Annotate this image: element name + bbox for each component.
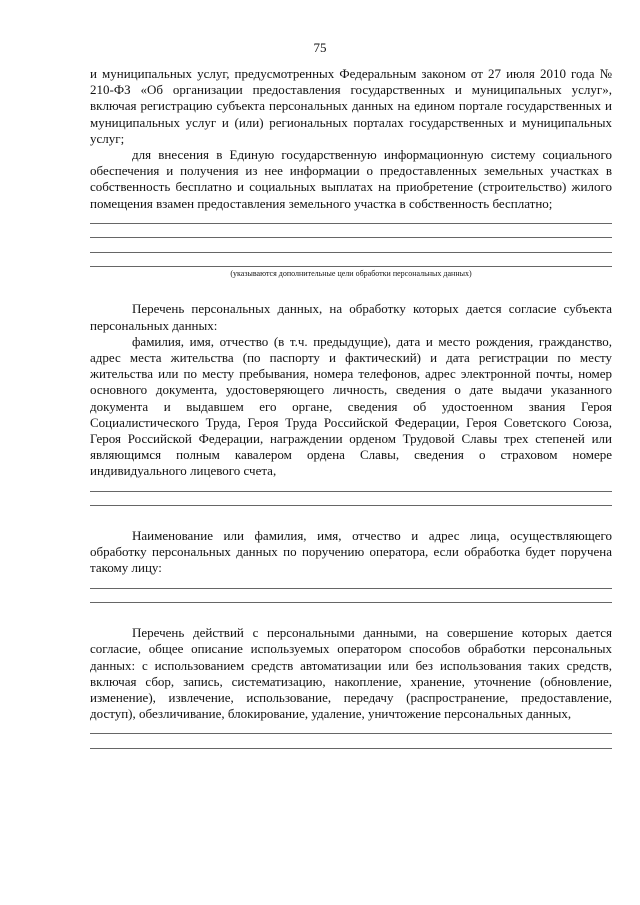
- fill-line[interactable]: [90, 238, 612, 253]
- personal-data-heading: Перечень персональных данных, на обработку которых дается согласие субъекта персональных данных:: [90, 301, 612, 333]
- fill-line[interactable]: [90, 480, 612, 492]
- fill-line[interactable]: [90, 734, 612, 749]
- fill-line[interactable]: [90, 224, 612, 239]
- actions-paragraph: Перечень действий с персональными данными, на совершение которых дается согласие, общее описание используемых оператором способов обработки персональных данных: с использованием средств автоматизации или без использования таких средств, включая сбор, запись, систематизацию, накопление, хранение, уточнение (обновление, изменение), извлечение, использование, передачу (распространение, предоставление, доступ), обезличивание, блокирование, удаление, уничтожение персональных данных,: [90, 625, 612, 722]
- page-number: 75: [313, 40, 327, 55]
- fill-line[interactable]: [90, 212, 612, 224]
- processor-paragraph: Наименование или фамилия, имя, отчество и адрес лица, осуществляющего обработку персональных данных по поручению оператора, если обработка будет поручена такому лицу:: [90, 528, 612, 576]
- fill-line[interactable]: [90, 577, 612, 589]
- purpose-paragraph-esgsso: для внесения в Единую государственную информационную систему социального обеспечения и получения из нее информации о предоставленных земельных участках в собственность бесплатно и социальных выплатах на приобретение (строительство) жилого помещения взамен предоставления земельного участка в собственность бесплатно;: [90, 147, 612, 211]
- personal-data-list: фамилия, имя, отчество (в т.ч. предыдущие), дата и место рождения, гражданство, адрес места жительства (по паспорту и фактический) и дата регистрации по месту жительства или по месту пребывания, номера телефонов, адрес электронной почты, номер основного документа, удостоверяющего личность, сведения о дате выдачи указанного документа и выдавшем его органе, сведения об удостоенном звания Героя Социалистического Труда, Героя Труда Российской Федерации, Героя Советского Союза, Героя Российской Федерации, награждении орденом Трудовой Славы трех степеней или являющимся полным кавалером ордена Славы, сведения о страховом номере индивидуального лицевого счета,: [90, 333, 612, 479]
- document-body: [90, 66, 612, 749]
- fill-line-caption: (указываются дополнительные цели обработки персональных данных): [230, 269, 472, 279]
- fill-line[interactable]: [90, 253, 612, 268]
- fill-line[interactable]: [90, 589, 612, 604]
- fill-line[interactable]: [90, 492, 612, 507]
- fill-line[interactable]: [90, 722, 612, 734]
- purpose-paragraph-continued: и муниципальных услуг, предусмотренных Федеральным законом от 27 июля 2010 года № 210-ФЗ «Об организации предоставления государственных и муниципальных услуг», включая регистрацию субъекта персональных данных на едином портале государственных и муниципальных услуг и (или) региональных порталах государственных и муниципальных услуг;: [90, 66, 612, 146]
